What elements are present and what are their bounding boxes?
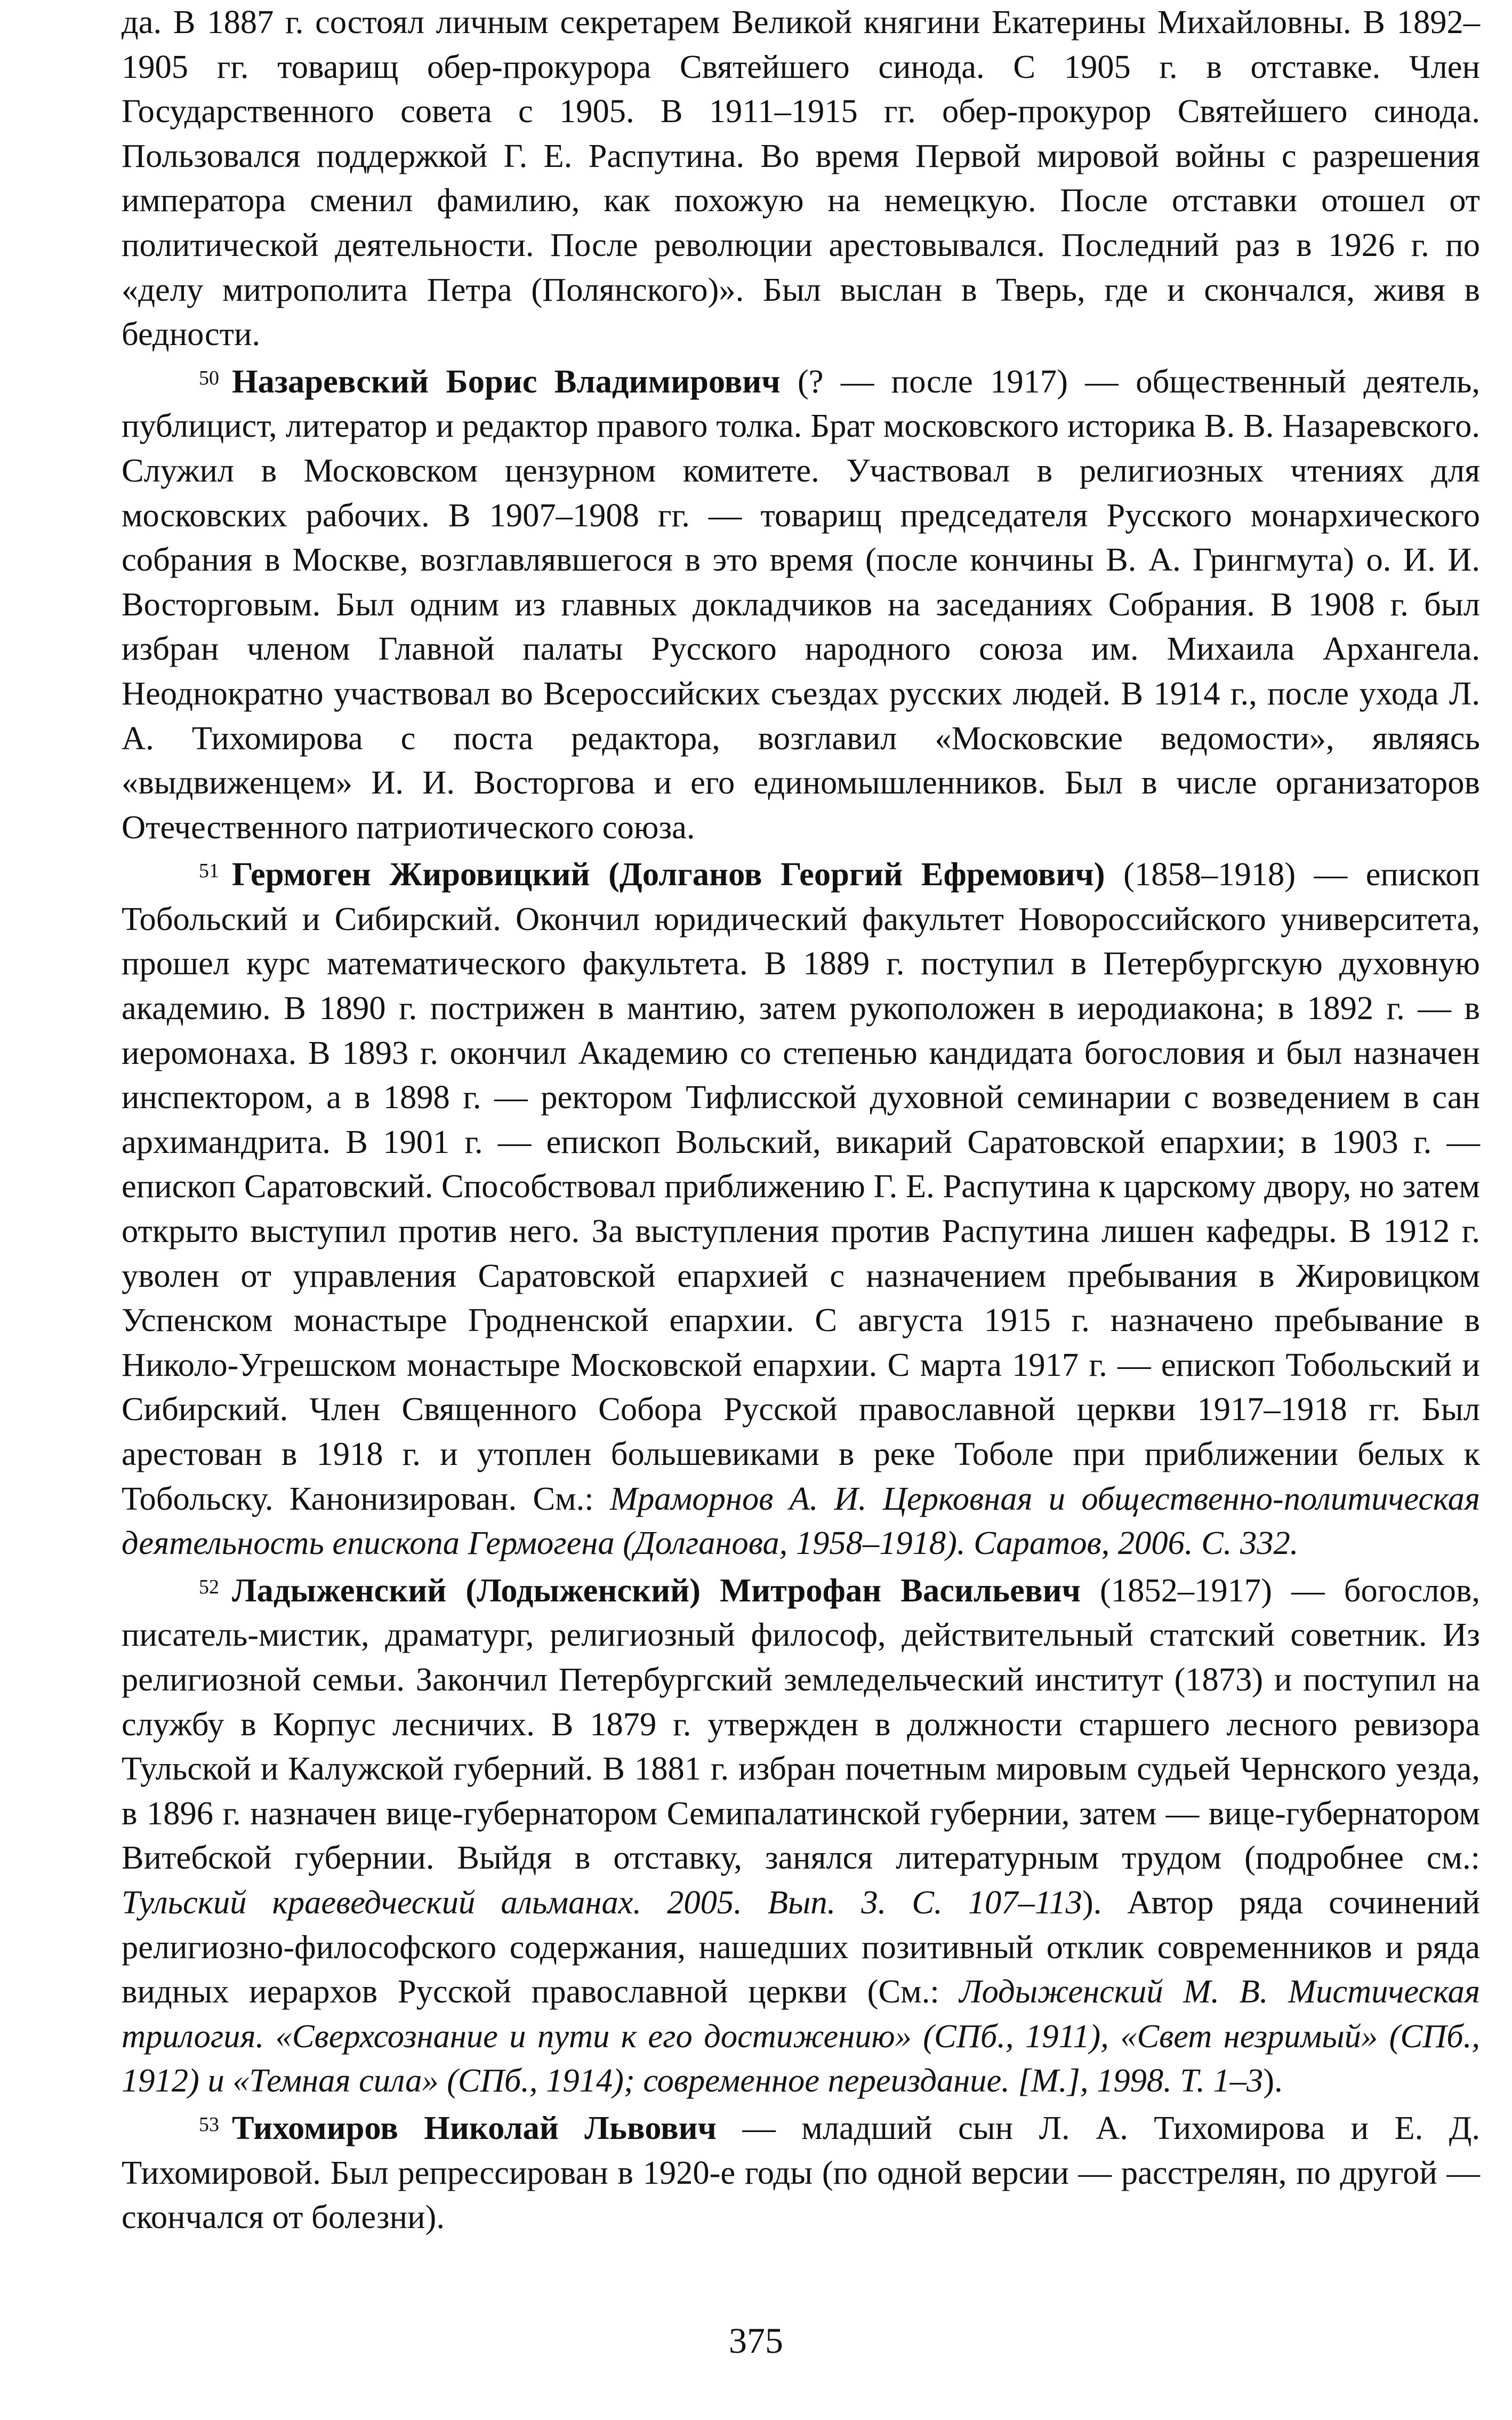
footnote-number: 53 bbox=[199, 2113, 219, 2136]
footnote-number: 50 bbox=[199, 366, 219, 389]
footnote-text: (? — после 1917) — общественный деятель, публицист, литератор и редактор правого толка. Брат московского историка В. В. Назаревского. Служил в Московском цензурном комитете. Участвовал в религиозных чтениях для московских рабочих. В 1907–1908 гг. — товарищ председателя Русского монархического собрания в Москве, возглавлявшегося в это время (после кончины В. А. Грингмута) о. И. И. Восторговым. Был одним из главных докладчиков на заседаниях Собрания. В 1908 г. был избран членом Главной палаты Русского народного союза им. Михаила Архангела. Неоднократно участвовал во Всероссийских съездах русских людей. В 1914 г., после ухода Л. А. Тихомирова с поста редактора, возглавил «Московские ведомости», являясь «выдвиженцем» И. И. Восторгова и его единомышленников. Был в числе организаторов Отечественного патриотического союза. bbox=[122, 362, 1480, 846]
footnote-person-name: Назаревский Борис Владимирович bbox=[232, 362, 781, 400]
footnote-51 bbox=[122, 852, 1480, 1566]
footnote-citation: Лодыженский М. В. Мистическая трилогия. «Сверхсознание и пути к его достижению» (СПб., 1911), «Свет незримый» (СПб., 1912) и «Темная сила» (СПб., 1914); современное переиздание. [М.], 1998. Т. 1–3 bbox=[122, 1973, 1480, 2100]
page-number: 375 bbox=[729, 2320, 783, 2361]
footnote-text: (1858–1918) — епископ Тобольский и Сибирский. Окончил юридический факультет Новороссийского университета, прошел курс математического факультета. В 1889 г. поступил в Петербургскую духовную академию. В 1890 г. пострижен в мантию, затем рукоположен в иеродиакона; в 1892 г. — в иеромонаха. В 1893 г. окончил Академию со степенью кандидата богословия и был назначен инспектором, а в 1898 г. — ректором Тифлисской духовной семинарии с возведением в сан архимандрита. В 1901 г. — епископ Вольский, викарий Саратовской епархии; в 1903 г. — епископ Саратовский. Способствовал приближению Г. Е. Распутина к царскому двору, но затем открыто выступил против него. За выступления против Распутина лишен кафедры. В 1912 г. уволен от управления Саратовской епархией с назначением пребывания в Жировицком Успенском монастыре Гродненской епархии. С августа 1915 г. назначено пребывание в Николо-Угрешском монастыре Московской епархии. С марта 1917 г. — епископ Тобольский и Сибирский. Член Священного Собора Русской православной церкви 1917–1918 гг. Был арестован в 1918 г. и утоплен большевиками в реке Тоболе при приближении белых к Тобольску. Канонизирован. См.: bbox=[122, 855, 1480, 1517]
footnote-person-name: Ладыженский (Лодыженский) Митрофан Васильевич bbox=[232, 1571, 1081, 1609]
footnote-person-name: Гермоген Жировицкий (Долганов Георгий Ефремович) bbox=[232, 855, 1105, 893]
footnote-number: 51 bbox=[199, 860, 219, 883]
footnote-text: — младший сын Л. А. Тихомирова и Е. Д. Тихомировой. Был репрессирован в 1920-е годы (по одной версии — расстрелян, по другой — скончался от болезни). bbox=[122, 2109, 1480, 2236]
footnote-number: 52 bbox=[199, 1575, 219, 1598]
footnote-citation: Тульский краеведческий альманах. 2005. Вып. 3. С. 107–113 bbox=[122, 1883, 1082, 1921]
continuation-paragraph: да. В 1887 г. состоял личным секретарем Великой княгини Екатерины Михайловны. В 1892–1905 гг. товарищ обер-прокурора Святейшего синода. С 1905 г. в отставке. Член Государственного совета с 1905. В 1911–1915 гг. обер-прокурор Святейшего синода. Пользовался поддержкой Г. Е. Распутина. Во время Первой мировой войны с разрешения императора сменил фамилию, как похожую на немецкую. После отставки отошел от политической деятельности. После революции арестовывался. Последний раз в 1926 г. по «делу митрополита Петра (Полянского)». Был выслан в Тверь, где и скончался, живя в бедности. bbox=[122, 3, 1480, 353]
page-body bbox=[122, 0, 1480, 2240]
footnote-50 bbox=[122, 359, 1480, 850]
footnote-53 bbox=[122, 2106, 1480, 2240]
footnote-text: (1852–1917) — богослов, писатель-мистик, драматург, религиозный философ, действительный статский советник. Из религиозной семьи. Закончил Петербургский земледельческий институт (1873) и поступил на службу в Корпус лесничих. В 1879 г. утвержден в должности старшего лесного ревизора Тульской и Калужской губерний. В 1881 г. избран почетным мировым судьей Чернского уезда, в 1896 г. назначен вице-губернатором Семипалатинской губернии, затем — вице-губернатором Витебской губернии. Выйдя в отставку, занялся литературным трудом (подробнее см.: bbox=[122, 1571, 1480, 1877]
footnote-text: ). bbox=[1263, 2062, 1283, 2100]
footnote-text: ). Автор ряда сочинений религиозно-философского содержания, нашедших позитивный отклик современников и ряда видных иерархов Русской православной церкви (См.: bbox=[122, 1883, 1480, 2010]
footnote-person-name: Тихомиров Николай Львович bbox=[232, 2109, 717, 2146]
footnote-52 bbox=[122, 1568, 1480, 2103]
footnote-citation: Мраморнов А. И. Церковная и общественно-политическая деятельность епископа Гермогена (Долганова, 1958–1918). Саратов, 2006. С. 332. bbox=[122, 1479, 1480, 1562]
